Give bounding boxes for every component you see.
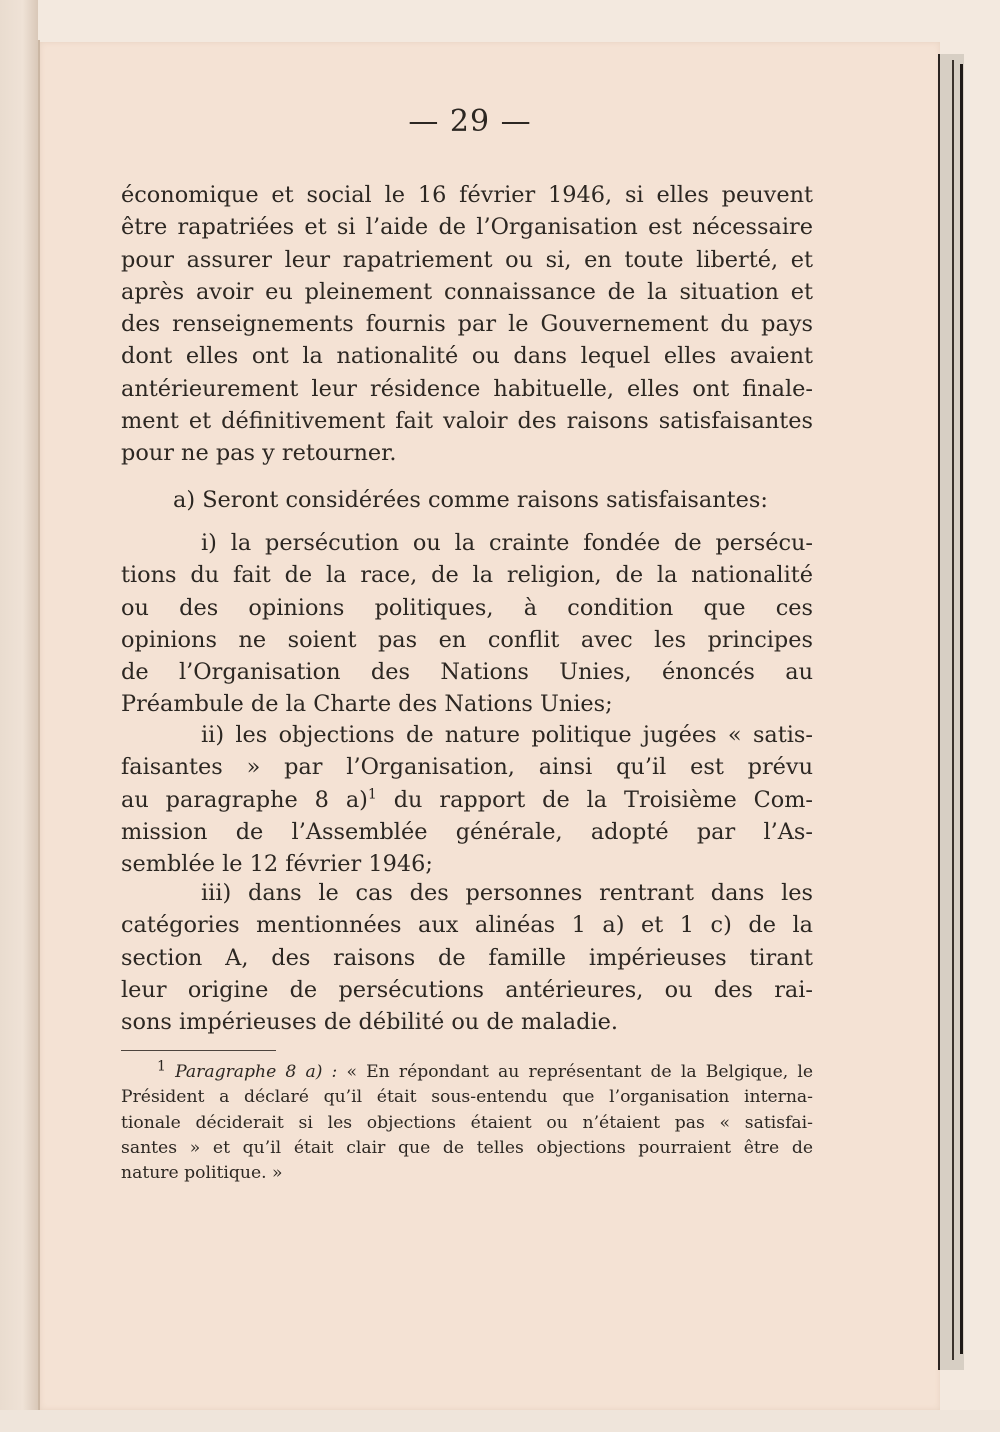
text-line: Préambule de la Charte des Nations Unies; (121, 691, 613, 718)
footnote-reference[interactable]: 1 (367, 786, 377, 803)
bottom-background (0, 1410, 1000, 1432)
text-line: sons impérieuses de débilité ou de maladie. (121, 1009, 618, 1036)
text-line: ment et définitivement fait valoir des raisons satisfaisantes (121, 408, 813, 435)
text-line-with-footnote-ref (121, 784, 813, 816)
text-line: des renseignements fournis par le Gouvernement du pays (121, 311, 813, 338)
text-line: i) la persécution ou la crainte fondée de persécu- (201, 530, 813, 556)
text-line: après avoir eu pleinement connaissance de la situation et (121, 278, 813, 305)
page-edge-line (938, 54, 940, 1370)
footnote-separator (121, 1050, 276, 1051)
item-i (121, 527, 813, 721)
text-line: dont elles ont la nationalité ou dans lequel elles avaient (121, 343, 813, 370)
paragraph-continuation (121, 179, 813, 470)
footnote-line (121, 1060, 813, 1085)
text-line: mission de l’Assemblée générale, adopté par l’As- (121, 818, 813, 845)
page-number: — 29 — (408, 104, 532, 139)
item-ii (121, 719, 813, 880)
text-line: pour ne pas y retourner. (121, 440, 397, 467)
text-line: faisantes » par l’Organisation, ainsi qu’il est prévu (121, 754, 813, 781)
text-fragment: « En répondant au représentant de la Belgique, le (337, 1062, 814, 1082)
text-line: opinions ne soient pas en conflit avec les principes (121, 626, 813, 653)
text-line: section A, des raisons de famille impérieuses tirant (121, 944, 813, 971)
text-line: être rapatriées et si l’aide de l’Organisation est nécessaire (121, 214, 813, 241)
footnote-label: Paragraphe 8 a) : (175, 1062, 338, 1082)
text-line: antérieurement leur résidence habituelle, elles ont finale- (121, 375, 813, 402)
footnote-line: santes » et qu’il était clair que de telles objections pourraient être de (121, 1137, 813, 1158)
page-edge-line (952, 60, 954, 1360)
footnote (121, 1060, 813, 1186)
text-line: catégories mentionnées aux alinéas 1 a) et 1 c) de la (121, 912, 813, 939)
text-line: économique et social le 16 février 1946, si elles peuvent (121, 182, 813, 208)
text-line: semblée le 12 février 1946; (121, 851, 433, 878)
text-line: ii) les objections de nature politique jugées « satis- (201, 722, 813, 748)
text-fragment: du rapport de la Troisième Com- (376, 786, 813, 813)
page-edge-line (960, 64, 963, 1354)
item-iii (121, 877, 813, 1038)
previous-page-margin (0, 0, 38, 1432)
text-line: iii) dans le cas des personnes rentrant dans les (201, 880, 813, 906)
text-line: a) Seront considérées comme raisons satisfaisantes: (173, 487, 768, 513)
footnote-line: tionale déciderait si les objections étaient ou n’étaient pas « satisfai- (121, 1112, 813, 1133)
footnote-line: Président a déclaré qu’il était sous-entendu que l’organisation interna- (121, 1087, 813, 1108)
footnote-line: nature politique. » (121, 1163, 283, 1184)
text-line: ou des opinions politiques, à condition que ces (121, 594, 813, 621)
text-line: leur origine de persécutions antérieures, ou des rai- (121, 976, 813, 1003)
text-line: pour assurer leur rapatriement ou si, en toute liberté, et (121, 246, 813, 273)
text-line: tions du fait de la race, de la religion, de la nationalité (121, 562, 813, 589)
text-fragment: au paragraphe 8 a) (121, 786, 368, 813)
footnote-marker: 1 (157, 1058, 166, 1075)
item-a-heading (173, 484, 813, 516)
text-line: de l’Organisation des Nations Unies, énoncés au (121, 659, 813, 686)
